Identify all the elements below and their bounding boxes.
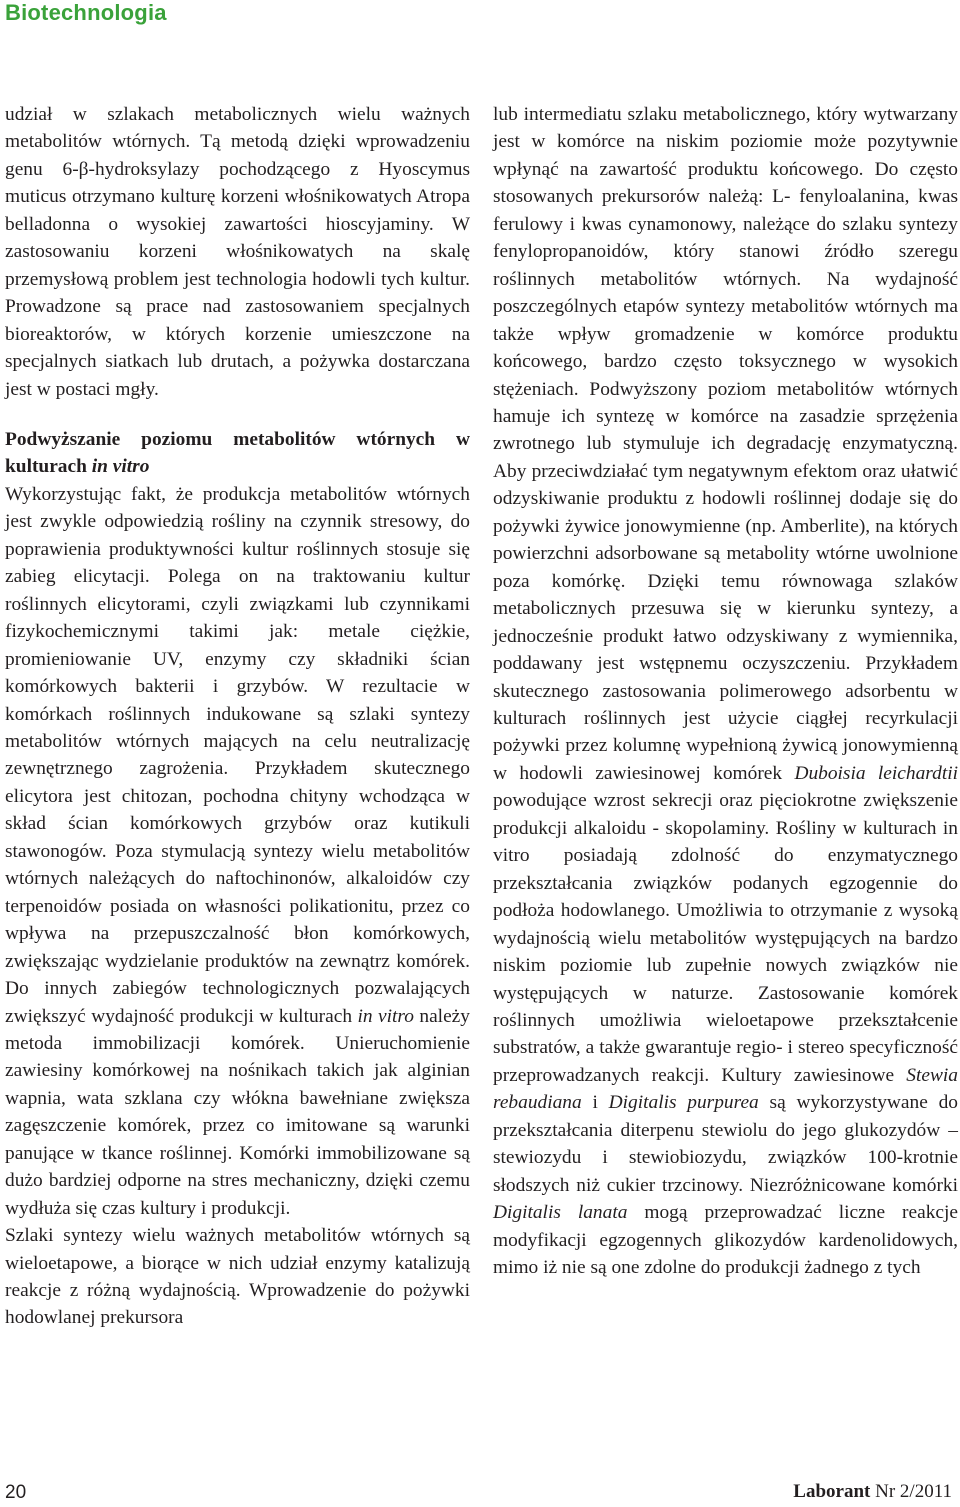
issue-number: Nr 2/2011 bbox=[875, 1481, 952, 1502]
paragraph: udział w szlakach metabolicznych wielu ważnych metabolitów wtórnych. Tą metodą dzięki wprowadzeniu genu 6-β-hydroksylazy pochodzącego z Hyoscymus muticus otrzymano kulturę korzeni włośnikowatych Atropa belladonna o wysokiej zawartości hioscyjaminy. W zastosowaniu korzeni włośnikowatych na skalę przemysłową problem jest technologia hodowli tych kultur. Prowadzone są prace nad zastosowaniem specjalnych bioreaktorów, w których korzenie umieszczone na specjalnych siatkach lub drutach, a pożywka dostarczana jest w postaci mgły. bbox=[5, 104, 470, 400]
magazine-name: Laborant bbox=[793, 1481, 871, 1502]
paragraph: Szlaki syntezy wielu ważnych metabolitów wtórnych są wieloetapowe, a biorące w nich udział enzymy katalizują reakcje z różną wydajnością. Wprowadzenie do pożywki hodowlanej prekursora bbox=[5, 1225, 470, 1329]
subheading: Podwyższanie poziomu metabolitów wtórnych w kulturach in vitro bbox=[5, 428, 470, 478]
paragraph: lub intermediatu szlaku metabolicznego, który wytwarzany jest w komórce na niskim poziomie może pozytywnie wpłynąć na zawartość produktu końcowego. Do często stosowanych prekursorów należą: L- fenyloalanina, kwas ferulowy i kwas cynamonowy, należące do szlaku syntezy fenylopropanoidów, który stanowi źródło szeregu roślinnych metabolitów wtórnych. Na wydajność poszczególnych etapów syntezy metabolitów wtórnych ma także wpływ gromadzenie w komórce produktu końcowego, bardzo często toksycznego w wysokich stężeniach. Podwyższony poziom metabolitów wtórnych hamuje ich syntezę w komórce na zasadzie sprzężenia zwrotnego lub stymuluje ich degradację enzymatyczną. Aby przeciwdziałać tym negatywnym efektom oraz ułatwić odzyskiwanie produktu z hodowli roślinnej dodaje się do pożywki żywice jonowymienne (np. Amberlite), na których powierzchni adsorbowane są metabolity wtórne uwolnione poza komórkę. Dzięki temu równowaga szlaków metabolicznych przesuwa się w kierunku syntezy, a jednocześnie produkt łatwo odzyskiwany z wymiennika, poddawany jest wstępnemu oczyszczeniu. Przykładem skutecznego zastosowania polimerowego adsorbentu w kulturach roślinnych jest użycie ciągłej recyrkulacji pożywki przez kolumnę wypełnioną żywicą jonowymienną w hodowli zawiesinowej komórek Duboisia leichardtii powodujące wzrost sekrecji oraz pięciokrotne zwiększenie produkcji alkaloidu - skopolaminy. Rośliny w kulturach in vitro posiadają zdolność do enzymatycznego przekształcania związków podanych egzogennie do podłoża hodowlanego. Umożliwia to otrzymanie z wysoką wydajnością wielu metabolitów występujących na bardzo niskim poziomie lub zupełnie nowych związków nie występujących w naturze. Zastosowanie komórek roślinnych umożliwia wieloetapowe przekształcenie substratów, a także gwarantuje regio- i stereo specyficzność przeprowadzanych reakcji. Kultury zawiesinowe Stewia rebaudiana i Digitalis purpurea są wykorzystywane do przekształcania diterpenu stewiolu do jego glukozydów – stewiozydu i stewiobiozydu, związków 100-krotnie słodszych niż cukier trzcinowy. Niezróżnicowane komórki Digitalis lanata mogą przeprowadzać liczne reakcje modyfikacji egzogennych glikozydów kardenolidowych, mimo iż nie są one zdolne do produkcji żadnego z tych bbox=[493, 104, 959, 1279]
right-column bbox=[493, 101, 958, 1281]
left-column bbox=[5, 101, 470, 1332]
section-header: Biotechnologia bbox=[5, 0, 167, 25]
magazine-footer bbox=[793, 1481, 952, 1503]
paragraph: Wykorzystując fakt, że produkcja metabolitów wtórnych jest zwykle odpowiedzią rośliny na czynnik stresowy, do poprawienia produktywności kultur roślinnych stosuje się zabieg elicytacji. Polega on na traktowaniu kultur roślinnych elicytorami, czyli związkami lub czynnikami fizykochemicznymi takimi jak: metale ciężkie, promieniowanie UV, enzymy czy składniki ścian komórkowych bakterii i grzybów. W rezultacie w komórkach roślinnych indukowane są szlaki syntezy metabolitów wtórnych mających na celu neutralizację zewnętrznego zagrożenia. Przykładem skutecznego elicytora jest chitozan, pochodna chityny wchodząca w skład ścian komórkowych grzybów oraz kutikuli stawonogów. Poza stymulacją syntezy wielu metabolitów wtórnych należących do naftochinonów, alkaloidów czy terpenoidów posiada on własności polikationitu, przez co wpływa na przepuszczalność błon komórkowych, zwiększając wydzielanie produktów na zewnątrz komórek. Do innych zabiegów technologicznych pozwalających zwiększyć wydajność produkcji w kulturach in vitro należy metoda immobilizacji komórek. Unieruchomienie zawiesiny komórkowej na nośnikach takich jak alginian wapnia, wata szklana czy włókna bawełniane zwiększa zagęszczenie komórek, przez co imitowane są warunki panujące w tkance roślinnej. Komórki immobilizowane są dużo bardziej odporne na stres mechaniczny, dzięki czemu wydłuża się czas kultury i produkcji. bbox=[5, 483, 470, 1219]
page-number: 20 bbox=[5, 1482, 27, 1503]
